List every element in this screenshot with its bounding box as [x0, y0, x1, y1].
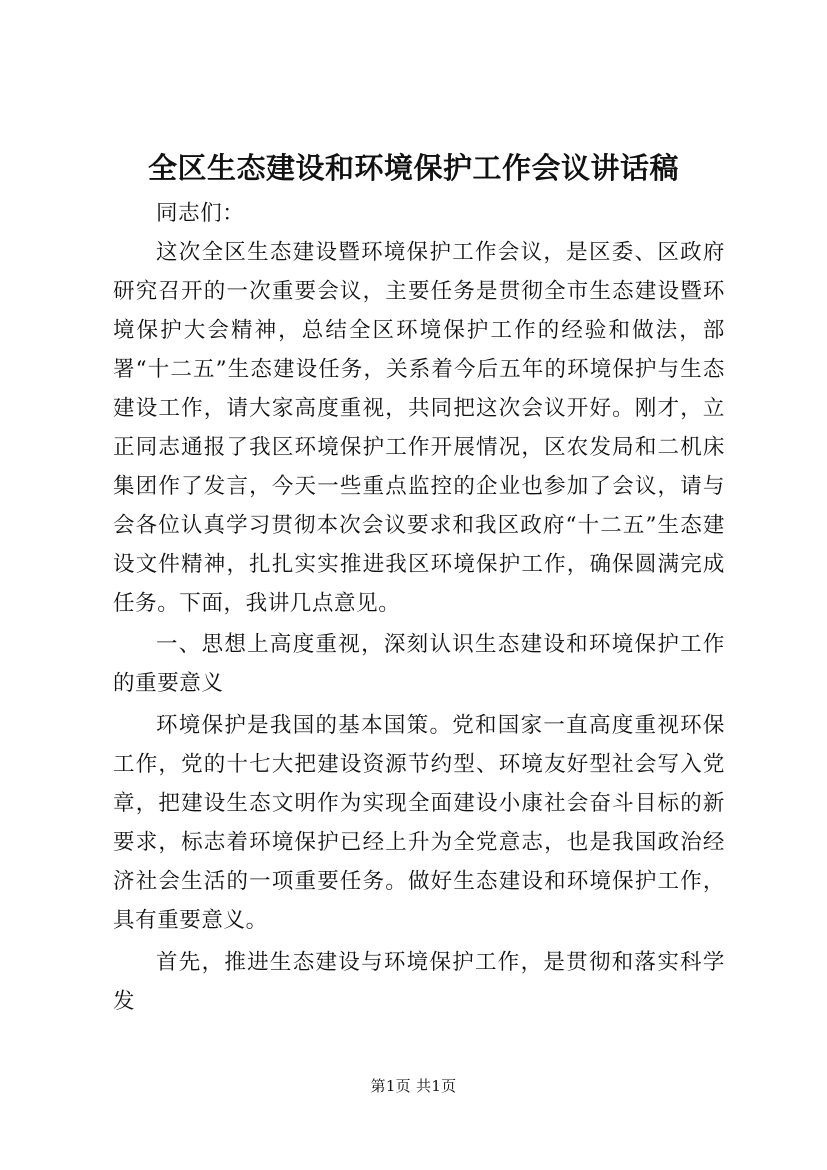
salutation-paragraph: 同志们： [156, 201, 245, 226]
body-paragraph-1: 环境保护是我国的基本国策。党和国家一直高度重视环保工作，党的十七大把建设资源节约型、环境友好型社会写入党章，把建设生态文明作为实现全面建设小康社会奋斗目标的新要求，标志着环境保护已经上升为全党意志，也是我国政治经济社会生活的一项重要任务。做好生态建设和环境保护工作，具有重要意义。 [113, 713, 725, 933]
page-footer: 第1页 共1页 [370, 1077, 457, 1095]
document-title: 全区生态建设和环境保护工作会议讲话稿 [147, 151, 679, 185]
document-body [113, 194, 725, 1021]
intro-paragraph: 这次全区生态建设暨环境保护工作会议，是区委、区政府研究召开的一次重要会议，主要任务是贯彻全市生态建设暨环境保护大会精神，总结全区环境保护工作的经验和做法，部署“十二五”生态建设任务，关系着今后五年的环境保护与生态建设工作，请大家高度重视，共同把这次会议开好。刚才，立正同志通报了我区环境保护工作开展情况，区农发局和二机床集团作了发言，今天一些重点监控的企业也参加了会议，请与会各位认真学习贯彻本次会议要求和我区政府“十二五”生态建设文件精神，扎扎实实推进我区环境保护工作，确保圆满完成任务。下面，我讲几点意见。 [113, 240, 725, 616]
section-heading-1: 一、思想上高度重视，深刻认识生态建设和环境保护工作的重要意义 [113, 632, 725, 696]
body-paragraph-2: 首先，推进生态建设与环境保护工作，是贯彻和落实科学发 [113, 950, 725, 1014]
